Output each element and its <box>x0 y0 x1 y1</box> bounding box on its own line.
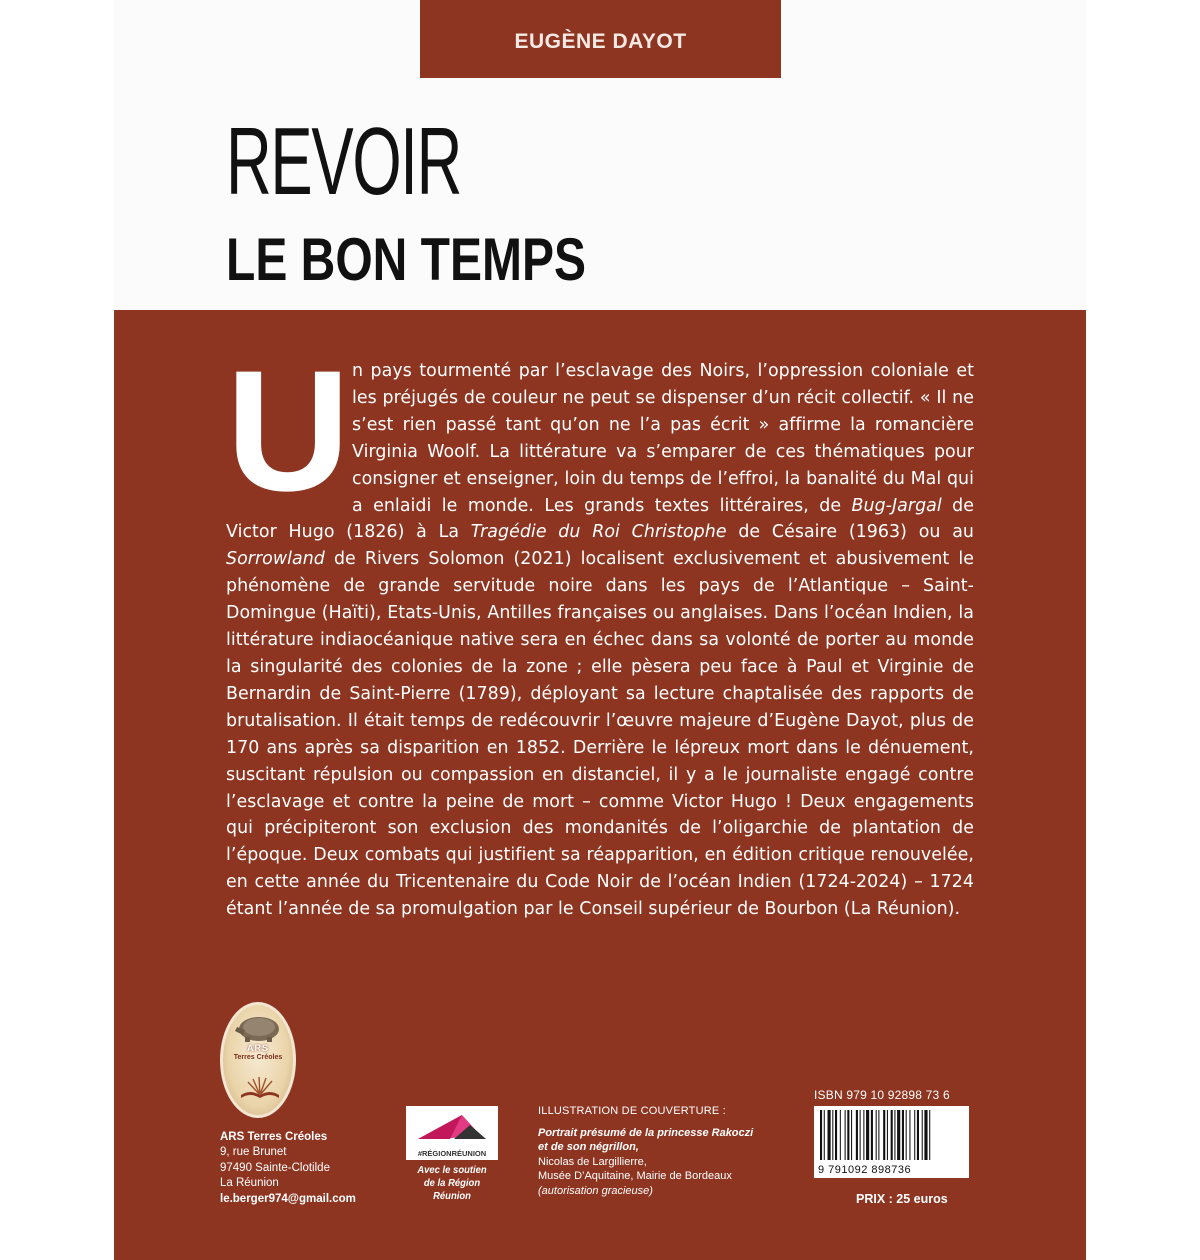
publisher-name: ARS Terres Créoles <box>220 1131 328 1143</box>
region-emblem-icon <box>410 1109 494 1149</box>
blurb-segment: de Césaire (1963) ou au <box>726 522 975 543</box>
illustration-heading: ILLUSTRATION DE COUVERTURE : <box>538 1105 726 1117</box>
publisher-email: le.berger974@gmail.com <box>220 1192 356 1205</box>
title-line-2: LE BON TEMPS <box>226 226 587 293</box>
book-back-cover <box>114 0 1086 1260</box>
isbn-label: ISBN 979 10 92898 73 6 <box>814 1088 950 1102</box>
barcode-bar <box>897 1110 900 1160</box>
barcode-bar <box>914 1110 915 1160</box>
price: PRIX : 25 euros <box>856 1192 948 1206</box>
blurb-segment-italic: Bug-Jargal <box>851 495 942 516</box>
author-name: EUGÈNE DAYOT <box>514 30 687 53</box>
illustration-artist: Nicolas de Largillierre, <box>538 1155 647 1168</box>
blurb-segment-italic: Sorrowland <box>226 549 325 570</box>
barcode-bar <box>824 1110 825 1160</box>
illustration-work: et de son négrillon, <box>538 1141 639 1154</box>
barcode-bar <box>902 1110 904 1160</box>
blurb-segment: de Victor Hugo (1826) à La <box>226 495 974 543</box>
book-icon <box>239 1075 281 1099</box>
turtle-icon <box>229 1013 287 1043</box>
barcode-bar <box>832 1110 833 1160</box>
region-tag: #RÉGIONRÉUNION <box>417 1149 487 1158</box>
barcode-bar <box>840 1110 841 1160</box>
barcode-bar <box>835 1110 837 1160</box>
barcode-bar <box>878 1110 879 1160</box>
barcode-bar <box>924 1110 927 1160</box>
blurb-panel <box>114 310 1086 1260</box>
barcode <box>814 1106 969 1178</box>
barcode-bar <box>876 1110 877 1160</box>
barcode-bar <box>894 1110 895 1160</box>
barcode-bar <box>856 1110 858 1160</box>
blurb-segment-italic: Tragédie du Roi Christophe <box>470 522 727 543</box>
logo-ars: ARS <box>246 1043 269 1053</box>
address-line: La Réunion <box>220 1177 279 1190</box>
publisher-address <box>220 1130 356 1207</box>
barcode-bar <box>887 1110 888 1160</box>
barcode-bar <box>909 1110 910 1160</box>
illustration-credit <box>538 1104 778 1199</box>
barcode-bar <box>860 1110 861 1160</box>
region-caption <box>411 1164 494 1203</box>
barcode-bar <box>906 1110 907 1160</box>
publisher-logo <box>220 1002 296 1118</box>
barcode-bar <box>845 1110 846 1160</box>
barcode-bars <box>820 1110 963 1160</box>
author-band <box>420 0 781 78</box>
region-caption-line: de la Région Réunion <box>423 1177 481 1202</box>
barcode-bar <box>922 1110 923 1160</box>
barcode-bar <box>820 1110 822 1160</box>
region-logo-box <box>406 1106 498 1160</box>
barcode-bar <box>851 1110 852 1160</box>
blurb-text <box>226 335 975 923</box>
illustration-work: Portrait présumé de la princesse Rakoczi <box>538 1126 754 1139</box>
illustration-permission: (autorisation gracieuse) <box>538 1184 653 1197</box>
region-caption-line: Avec le soutien <box>417 1164 487 1176</box>
logo-terres-creoles: Terres Créoles <box>233 1054 283 1061</box>
address-line: 9, rue Brunet <box>220 1146 287 1159</box>
barcode-bar <box>929 1110 930 1160</box>
barcode-bar <box>828 1110 831 1160</box>
barcode-bar <box>883 1110 885 1160</box>
barcode-bar <box>847 1110 849 1160</box>
barcode-bar <box>866 1110 869 1160</box>
barcode-bar <box>891 1110 893 1160</box>
barcode-bar <box>863 1110 864 1160</box>
title-line-1: REVOIR <box>226 108 462 215</box>
blurb-segment: n pays tourmenté par l’esclavage des Noirs, l’oppression coloniale et les préjugés de couleur ne peut se dispenser d’un récit collectif. « Il ne s’est rien passé tant qu’on ne l’a pas écrit » affirme la romancière Virginia Woolf. La littérature va s’emparer de ces thématiques pour consigner et enseigner, loin du temps de l’effroi, la banalité du Mal qui a enlaidi le monde. Les grands textes littéraires, de <box>352 361 974 516</box>
illustration-museum: Musée D’Aquitaine, Mairie de Bordeaux <box>538 1170 732 1183</box>
barcode-digits: 9 791092 898736 <box>818 1164 912 1176</box>
barcode-bar <box>871 1110 873 1160</box>
barcode-bar <box>917 1110 919 1160</box>
blurb-segment: de Rivers Solomon (2021) localisent exclusivement et abusivement le phénomène de grande servitude noire dans les pays de l’Atlantique – Saint-Domingue (Haïti), Etats-Unis, Antilles françaises ou anglaises. Dans l’océan Indien, la littérature indiaocéanique native sera en échec dans sa volonté de porter au monde la singularité des colonies de la zone ; elle pèsera peu face à Paul et Virginie de Bernardin de Saint-Pierre (1789), déployant sa lecture chaptalisée des rapports de brutalisation. Il était temps de redécouvrir l’œuvre majeure d’Eugène Dayot, plus de 170 ans après sa disparition en 1852. Derrière le lépreux mort dans le dénuement, suscitant répulsion ou compassion en distanciel, il y a le journaliste engagé contre l’esclavage et contre la peine de mort – comme Victor Hugo ! Deux engagements qui précipiteront son exclusion des mondanités de l’oligarchie de plantation de l’époque. Deux combats qui justifient sa réapparition, en édition critique renouvelée, en cette année du Tricentenaire du Code Noir de l’océan Indien (1724-2024) – 1724 étant l’année de sa promulgation par le Conseil supérieur de Bourbon (La Réunion). <box>226 549 974 920</box>
drop-cap: U <box>226 335 351 527</box>
address-line: 97490 Sainte-Clotilde <box>220 1161 330 1174</box>
region-reunion-logo <box>406 1106 498 1203</box>
